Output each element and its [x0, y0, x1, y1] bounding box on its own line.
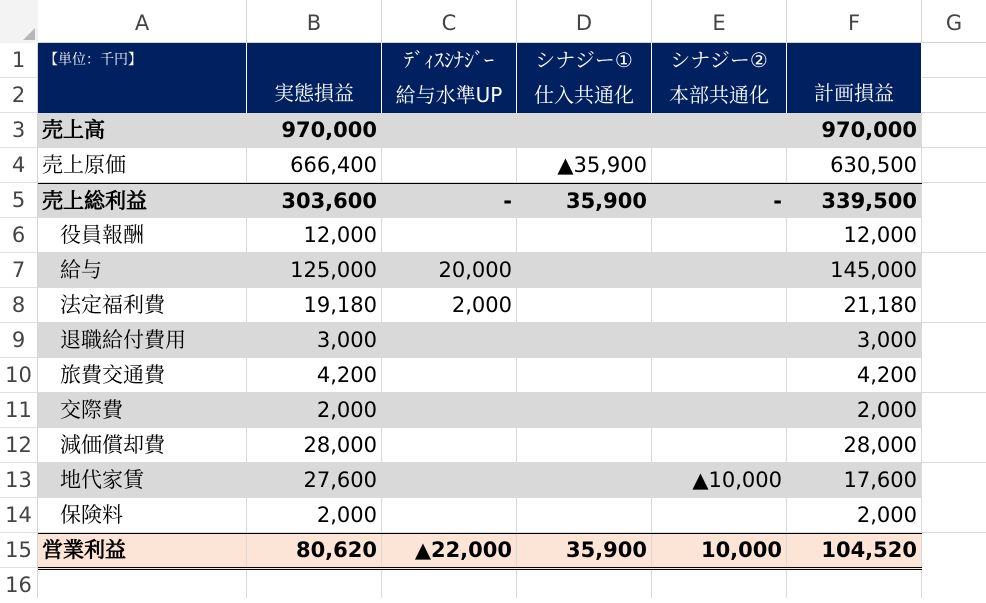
table-row	[38, 288, 986, 323]
cell-discynergy[interactable]	[382, 463, 517, 498]
column-header-bar	[0, 0, 986, 44]
row-label[interactable]: 売上総利益	[38, 184, 247, 218]
select-all-triangle-icon	[23, 28, 35, 40]
row-label[interactable]: 売上高	[38, 113, 247, 148]
cell-synergy2[interactable]	[652, 323, 787, 358]
cell-synergy1[interactable]	[517, 218, 652, 253]
cell-plan[interactable]: 145,000	[787, 253, 922, 288]
header-actual-pl[interactable]: 実態損益	[247, 43, 382, 113]
cell-c16[interactable]	[382, 570, 517, 598]
row-label[interactable]: 給与	[38, 253, 247, 288]
column-header-e[interactable]: E	[652, 0, 787, 43]
cell-actual[interactable]: 2,000	[247, 498, 382, 533]
column-header-f[interactable]: F	[787, 0, 922, 43]
cell-e16[interactable]	[652, 570, 787, 598]
cell-actual[interactable]: 3,000	[247, 323, 382, 358]
row-label[interactable]: 法定福利費	[38, 288, 247, 323]
cell-a16[interactable]	[38, 570, 247, 598]
cell-f16[interactable]	[787, 570, 922, 598]
cell-synergy2[interactable]	[652, 288, 787, 323]
column-header-a[interactable]: A	[38, 0, 247, 43]
cell-g[interactable]	[922, 148, 986, 183]
cell-g16[interactable]	[922, 570, 986, 598]
cell-discynergy[interactable]	[382, 358, 517, 393]
cell-d16[interactable]	[517, 570, 652, 598]
row-header-2[interactable]: 2	[0, 78, 38, 113]
cell-actual[interactable]: 970,000	[247, 113, 382, 148]
row-label[interactable]: 旅費交通費	[38, 358, 247, 393]
cell-plan[interactable]: 2,000	[787, 393, 922, 428]
column-header-c[interactable]: C	[382, 0, 517, 43]
row-header-7[interactable]: 7	[0, 253, 38, 288]
header-discynergy-top[interactable]: ﾃﾞｨｽｼﾅｼﾞｰ	[382, 43, 517, 78]
cell-g[interactable]	[922, 288, 986, 323]
cell-synergy2[interactable]	[652, 498, 787, 533]
row-header-8[interactable]: 8	[0, 288, 38, 323]
row-header-1[interactable]: 1	[0, 43, 38, 78]
cell-actual[interactable]: 2,000	[247, 393, 382, 428]
table-header	[38, 43, 986, 113]
cell-synergy1[interactable]: 35,900	[517, 534, 652, 567]
row-label[interactable]: 退職給付費用	[38, 323, 247, 358]
cell-synergy2[interactable]	[652, 393, 787, 428]
cell-synergy2[interactable]	[652, 218, 787, 253]
cell-actual[interactable]: 80,620	[247, 534, 382, 567]
row-header-11[interactable]: 11	[0, 393, 38, 428]
table-row	[38, 463, 922, 498]
cell-b16[interactable]	[247, 570, 382, 598]
header-discynergy-bottom[interactable]: 給与水準UP	[382, 78, 517, 113]
cell-g[interactable]	[922, 358, 986, 393]
cell-a2[interactable]	[38, 78, 247, 113]
cell-synergy1[interactable]	[517, 428, 652, 463]
cell-synergy1[interactable]	[517, 393, 652, 428]
row-header-9[interactable]: 9	[0, 323, 38, 358]
cell-plan[interactable]: 28,000	[787, 428, 922, 463]
row-header-4[interactable]: 4	[0, 148, 38, 183]
row-header-15[interactable]: 15	[0, 533, 38, 568]
cell-discynergy[interactable]	[382, 113, 517, 148]
cell-actual[interactable]: 27,600	[247, 463, 382, 498]
cell-discynergy[interactable]: 2,000	[382, 288, 517, 323]
row-header-12[interactable]: 12	[0, 428, 38, 463]
cell-g[interactable]	[922, 113, 986, 148]
cell-synergy1[interactable]: 35,900	[517, 184, 652, 218]
header-synergy2-bottom[interactable]: 本部共通化	[652, 78, 787, 113]
header-synergy2-top[interactable]: シナジー②	[652, 43, 787, 78]
cell-discynergy[interactable]: 20,000	[382, 253, 517, 288]
cell-discynergy[interactable]: ▲22,000	[382, 534, 517, 567]
row-header-3[interactable]: 3	[0, 113, 38, 148]
table-row	[38, 253, 922, 288]
cell-synergy2[interactable]	[652, 113, 787, 148]
cell-synergy1[interactable]	[517, 358, 652, 393]
cell-plan[interactable]: 17,600	[787, 463, 922, 498]
cell-plan[interactable]: 970,000	[787, 113, 922, 148]
cell-synergy1[interactable]	[517, 463, 652, 498]
cell-actual[interactable]: 19,180	[247, 288, 382, 323]
cell-actual[interactable]: 12,000	[247, 218, 382, 253]
cell-discynergy[interactable]	[382, 428, 517, 463]
cell-synergy2[interactable]	[652, 428, 787, 463]
cell-discynergy[interactable]	[382, 393, 517, 428]
cell-synergy1[interactable]	[517, 288, 652, 323]
row-header-6[interactable]: 6	[0, 218, 38, 253]
row-header-14[interactable]: 14	[0, 498, 38, 533]
row-label[interactable]: 営業利益	[38, 534, 247, 567]
cell-synergy2[interactable]: -	[652, 184, 787, 218]
column-header-d[interactable]: D	[517, 0, 652, 43]
row-label[interactable]: 地代家賃	[38, 463, 247, 498]
row-label[interactable]: 役員報酬	[38, 218, 247, 253]
table-row-total	[38, 533, 922, 570]
row-header-10[interactable]: 10	[0, 358, 38, 393]
cell-synergy2[interactable]	[652, 148, 787, 183]
cell-discynergy[interactable]	[382, 148, 517, 183]
cell-actual[interactable]: 666,400	[247, 148, 382, 183]
cell-synergy1[interactable]: ▲35,900	[517, 148, 652, 183]
row-label[interactable]: 交際費	[38, 393, 247, 428]
row-label[interactable]: 減価償却費	[38, 428, 247, 463]
cell-synergy2[interactable]	[652, 253, 787, 288]
cell-synergy1[interactable]	[517, 323, 652, 358]
cell-plan[interactable]: 4,200	[787, 358, 922, 393]
table-row	[38, 393, 922, 428]
cell-discynergy[interactable]	[382, 323, 517, 358]
row-label[interactable]: 保険料	[38, 498, 247, 533]
cell-plan[interactable]: 630,500	[787, 148, 922, 183]
cell-g[interactable]	[922, 428, 986, 463]
row-label[interactable]: 売上原価	[38, 148, 247, 183]
select-all-button[interactable]	[0, 0, 39, 44]
cell-g[interactable]	[922, 498, 986, 533]
table-row	[38, 148, 986, 183]
table-row	[38, 498, 986, 533]
row-header-13[interactable]: 13	[0, 463, 38, 498]
table-row	[38, 323, 922, 358]
cell-g[interactable]	[922, 218, 986, 253]
cell-synergy2[interactable]: 10,000	[652, 534, 787, 567]
cell-discynergy[interactable]	[382, 498, 517, 533]
table-row	[38, 428, 986, 463]
cell-synergy1[interactable]	[517, 253, 652, 288]
cell-actual[interactable]: 303,600	[247, 184, 382, 218]
cell-plan[interactable]: 104,520	[787, 534, 922, 567]
cell-actual[interactable]: 4,200	[247, 358, 382, 393]
cell-plan[interactable]: 2,000	[787, 498, 922, 533]
column-header-g[interactable]: G	[922, 0, 986, 43]
column-header-b[interactable]: B	[247, 0, 382, 43]
table-row	[38, 358, 986, 393]
header-synergy1-top[interactable]: シナジー①	[517, 43, 652, 78]
cell-synergy2[interactable]	[652, 358, 787, 393]
row-header-5[interactable]: 5	[0, 183, 38, 218]
row-header-16[interactable]: 16	[0, 568, 38, 598]
cell-synergy2[interactable]: ▲10,000	[652, 463, 787, 498]
cell-plan[interactable]: 3,000	[787, 323, 922, 358]
table-row	[38, 113, 986, 148]
cell-actual[interactable]: 125,000	[247, 253, 382, 288]
cell-synergy1[interactable]	[517, 113, 652, 148]
cell-plan[interactable]: 12,000	[787, 218, 922, 253]
cell-actual[interactable]: 28,000	[247, 428, 382, 463]
cell-g2[interactable]	[922, 78, 986, 113]
table-row	[38, 183, 922, 218]
unit-label[interactable]: 【単位：千円】	[38, 43, 247, 78]
cell-synergy1[interactable]	[517, 498, 652, 533]
cell-g1[interactable]	[922, 43, 986, 78]
cell-discynergy[interactable]: -	[382, 184, 517, 218]
cell-plan[interactable]: 339,500	[787, 184, 922, 218]
table-row	[38, 218, 986, 253]
cell-plan[interactable]: 21,180	[787, 288, 922, 323]
header-synergy1-bottom[interactable]: 仕入共通化	[517, 78, 652, 113]
table-row-empty	[38, 570, 986, 598]
cell-discynergy[interactable]	[382, 218, 517, 253]
header-plan-pl[interactable]: 計画損益	[787, 43, 922, 113]
